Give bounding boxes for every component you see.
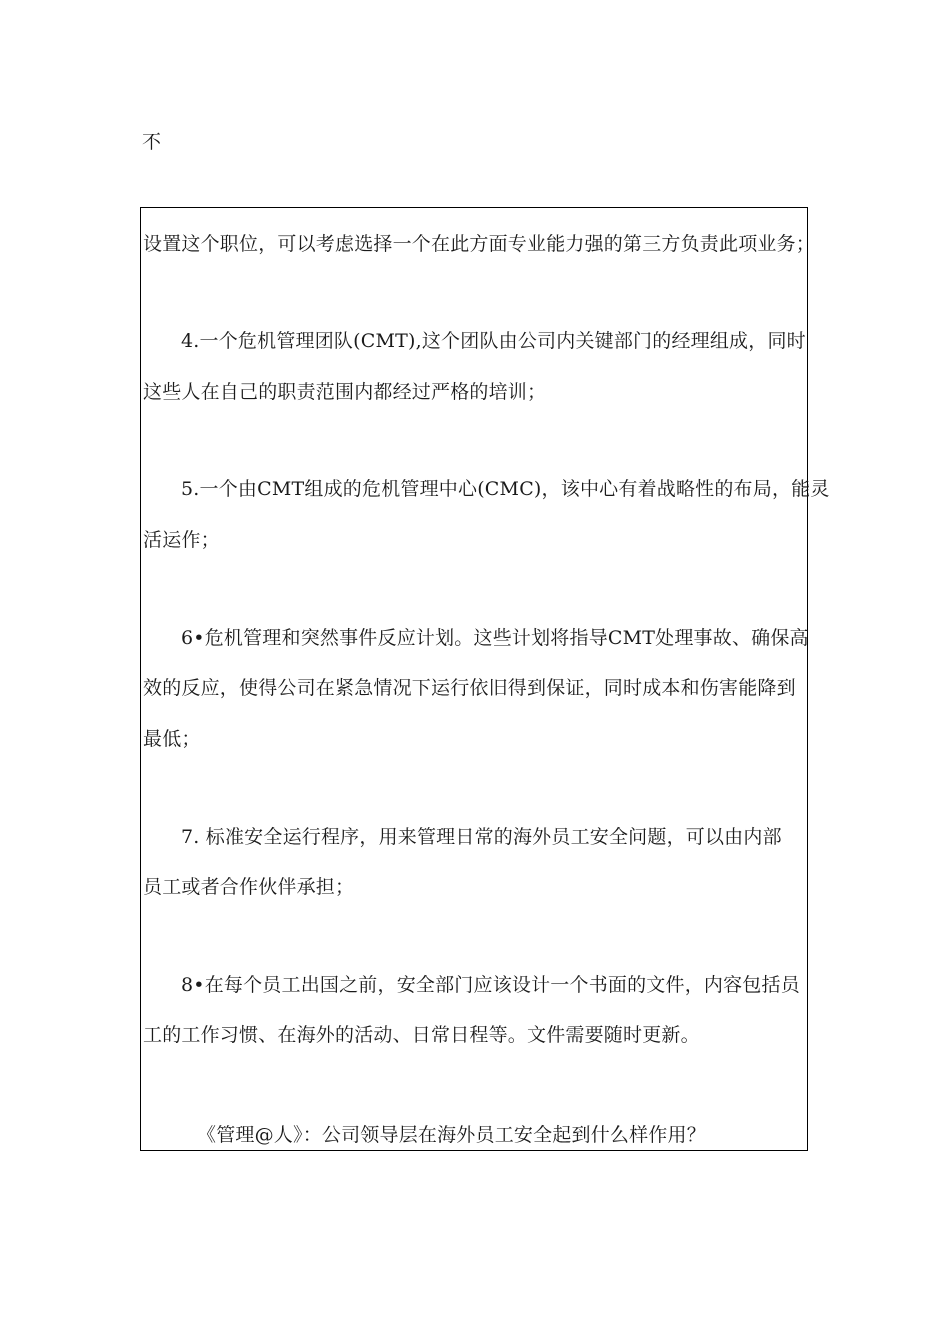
list-item-5-line-2: 活运作； — [143, 529, 220, 551]
page-fragment-text: 不 — [142, 131, 162, 153]
text-box — [140, 207, 830, 1151]
paragraph-line: 设置这个职位，可以考虑选择一个在此方面专业能力强的第三方负责此项业务； — [143, 233, 816, 255]
list-item-8-line-1: 8•在每个员工出国之前，安全部门应该设计一个书面的文件，内容包括员 — [181, 974, 800, 996]
list-item-7-line-1: 7. 标准安全运行程序，用来管理日常的海外员工安全问题，可以由内部 — [181, 826, 782, 848]
list-item-7-line-2: 员工或者合作伙伴承担； — [143, 876, 355, 898]
list-item-8-line-2: 工的工作习惯、在海外的活动、日常日程等。文件需要随时更新。 — [143, 1024, 700, 1046]
list-item-4-line-1: 4.一个危机管理团队(CMT),这个团队由公司内关键部门的经理组成，同时 — [181, 330, 806, 352]
list-item-6-line-1: 6•危机管理和突然事件反应计划。这些计划将指导CMT处理事故、确保高 — [181, 627, 809, 649]
list-item-5-line-1: 5.一个由CMT组成的危机管理中心(CMC)，该中心有着战略性的布局，能灵 — [181, 478, 830, 500]
list-item-6-line-3: 最低； — [143, 728, 201, 750]
interview-question: 《管理@人》：公司领导层在海外员工安全起到什么样作用？ — [197, 1124, 706, 1146]
list-item-6-line-2: 效的反应，使得公司在紧急情况下运行依旧得到保证，同时成本和伤害能降到 — [143, 677, 796, 699]
list-item-4-line-2: 这些人在自己的职责范围内都经过严格的培训； — [143, 381, 547, 403]
